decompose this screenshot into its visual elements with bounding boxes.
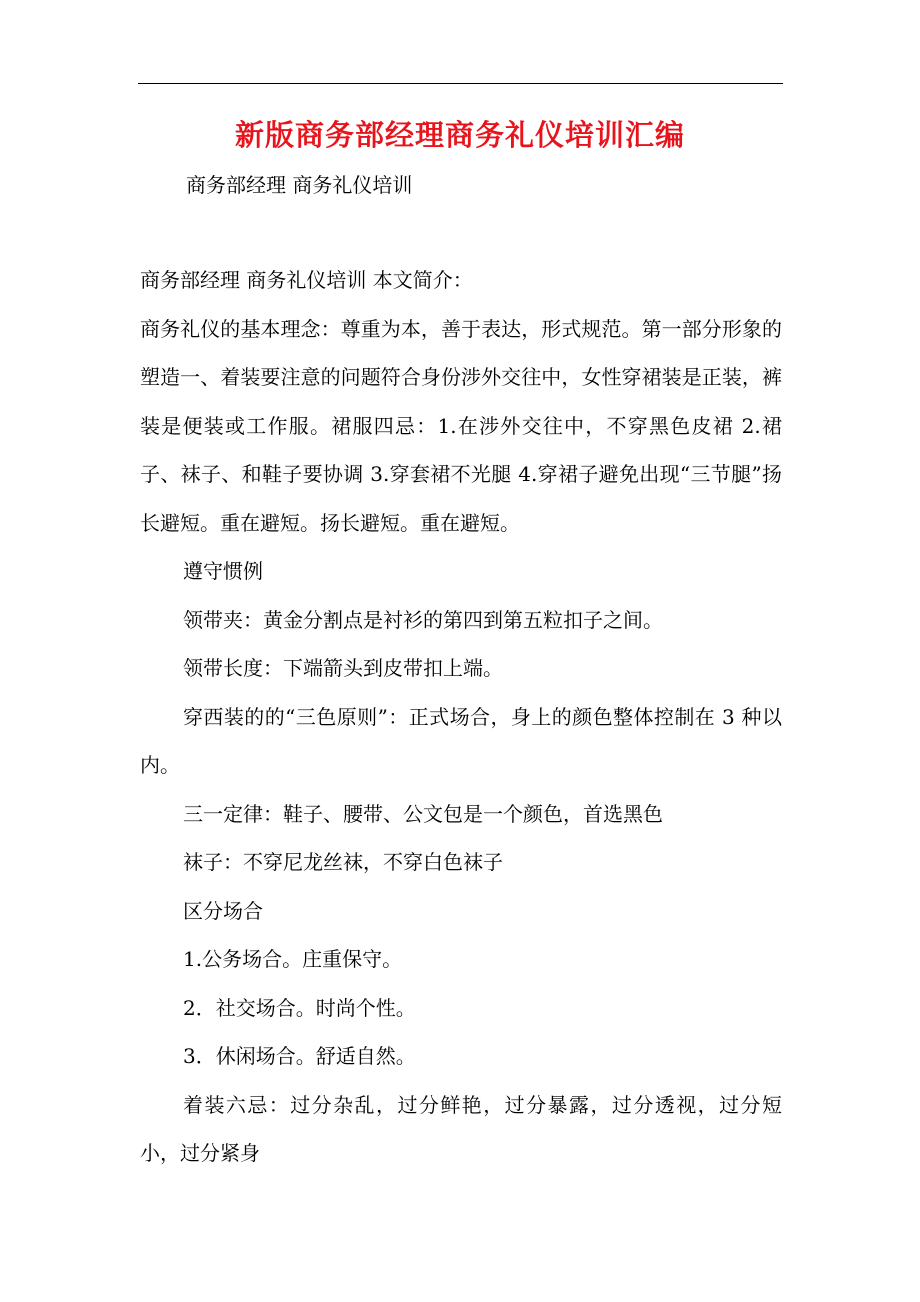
paragraph-three-colors: 穿西装的的“三色原则”：正式场合，身上的颜色整体控制在 3 种以内。 xyxy=(140,704,782,777)
list-item-official: 1.公务场合。庄重保守。 xyxy=(183,947,403,971)
document-title: 新版商务部经理商务礼仪培训汇编 xyxy=(234,118,685,152)
paragraph-intro: 商务部经理 商务礼仪培训 本文简介： xyxy=(140,268,473,292)
document-subtitle: 商务部经理 商务礼仪培训 xyxy=(186,173,413,197)
paragraph-socks: 袜子：不穿尼龙丝袜，不穿白色袜子 xyxy=(183,850,503,874)
paragraph-six-taboos: 着装六忌：过分杂乱，过分鲜艳，过分暴露，过分透视，过分短小，过分紧身 xyxy=(140,1092,782,1165)
paragraph-occasions: 区分场合 xyxy=(183,898,263,923)
document-body xyxy=(140,256,782,1178)
paragraph-tie-clip: 领带夹：黄金分割点是衬衫的第四到第五粒扣子之间。 xyxy=(183,607,663,632)
list-item-social: 2．社交场合。时尚个性。 xyxy=(183,995,416,1020)
header-rule xyxy=(138,83,783,84)
paragraph-three-one-rule: 三一定律：鞋子、腰带、公文包是一个颜色，首选黑色 xyxy=(183,801,663,826)
paragraph-concept: 商务礼仪的基本理念：尊重为本，善于表达，形式规范。第一部分形象的塑造一、着装要注意的问题符合身份涉外交往中，女性穿裙装是正装，裤装是便装或工作服。裙服四忌：1.在涉外交往中，不穿黑色皮裙 2.裙子、袜子、和鞋子要协调 3.穿套裙不光腿 4.穿裙子避免出现“三节腿”扬长避短。重在避短。扬长避短。重在避短。 xyxy=(140,316,782,535)
paragraph-conventions: 遵守惯例 xyxy=(183,559,263,583)
paragraph-tie-length: 领带长度：下端箭头到皮带扣上端。 xyxy=(183,656,503,680)
list-item-leisure: 3．休闲场合。舒适自然。 xyxy=(183,1044,416,1068)
